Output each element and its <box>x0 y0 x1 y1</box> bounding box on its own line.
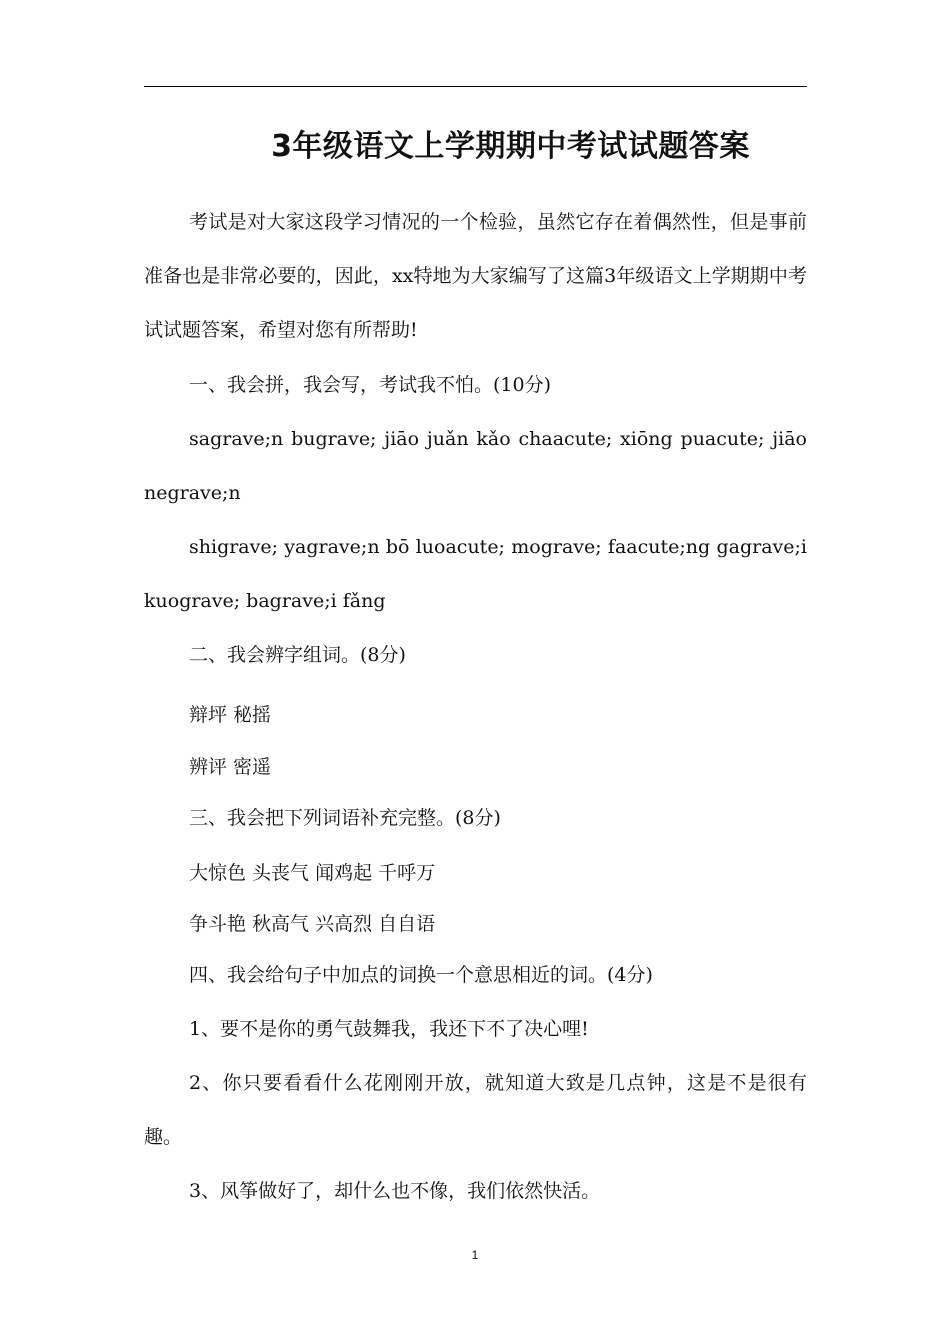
header-rule <box>144 86 807 87</box>
question-item-2: 2、你只要看看什么花刚刚开放，就知道大致是几点钟，这是不是很有趣。 <box>144 1072 807 1148</box>
section3-heading: 三、我会把下列词语补充完整。(8分) <box>189 807 501 829</box>
page-number: 1 <box>471 1248 479 1262</box>
section3-row-1: 大惊色 头丧气 闻鸡起 千呼万 <box>189 862 436 884</box>
pinyin-paragraph-1: sagrave;n bugrave; jiāo juǎn kǎo chaacute; xiōng puacute; jiāo negrave;n <box>144 428 807 504</box>
section1-block <box>144 358 807 682</box>
intro-block <box>144 195 807 357</box>
question-item-3: 3、风筝做好了，却什么也不像，我们依然快活。 <box>189 1180 601 1202</box>
section4-heading: 四、我会给句子中加点的词换一个意思相近的词。(4分) <box>189 964 653 986</box>
section2-heading: 二、我会辨字组词。(8分) <box>189 644 406 666</box>
question-item-1: 1、要不是你的勇气鼓舞我，我还下不了决心哩! <box>189 1018 589 1040</box>
section3-row-2: 争斗艳 秋高气 兴高烈 自自语 <box>189 913 436 935</box>
section2-row-2: 辨评 密遥 <box>189 756 272 778</box>
section4-block <box>144 948 807 1218</box>
section1-heading: 一、我会拼，我会写，考试我不怕。(10分) <box>189 374 552 396</box>
section2-row-1: 辩坪 秘摇 <box>189 704 272 726</box>
document-title: 3年级语文上学期期中考试试题答案 <box>271 129 750 164</box>
pinyin-paragraph-2: shigrave; yagrave;n bō luoacute; mograve; faacute;ng gagrave;i kuograve; bagrave;i fǎng <box>144 536 807 612</box>
intro-paragraph: 考试是对大家这段学习情况的一个检验，虽然它存在着偶然性，但是事前准备也是非常必要的，因此，xx特地为大家编写了这篇3年级语文上学期期中考试试题答案，希望对您有所帮助! <box>144 211 807 341</box>
